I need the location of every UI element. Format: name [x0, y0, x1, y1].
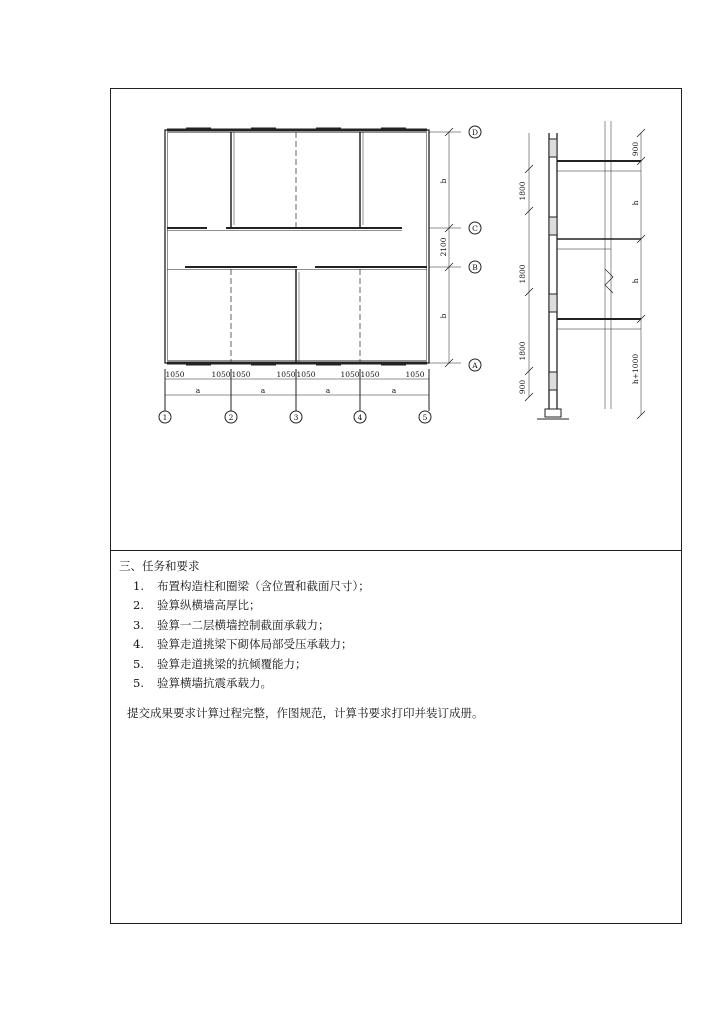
bottom-dim: 1050 — [296, 370, 316, 379]
section-left-dim: 1800 — [518, 181, 527, 201]
list-item — [133, 674, 669, 694]
section-left-dim: 1800 — [518, 341, 527, 361]
list-item — [133, 655, 669, 675]
bottom-dim: 1050 — [276, 370, 296, 379]
requirements-section — [119, 557, 669, 723]
item-text: 验算走道挑梁下砌体局部受压承载力； — [157, 637, 353, 651]
bottom-dim: 1050 — [211, 370, 231, 379]
item-number: 1. — [133, 578, 144, 593]
row-dim: 2100 — [439, 237, 448, 257]
bottom-dim: 1050 — [405, 370, 425, 379]
axis-label-row: D — [471, 128, 479, 137]
axis-label-col: 2 — [228, 413, 234, 422]
axis-label-col: 1 — [162, 413, 168, 422]
bay-label: a — [325, 386, 331, 395]
axis-label-row: B — [472, 263, 478, 272]
bay-label: a — [391, 386, 397, 395]
bay-label: a — [195, 386, 201, 395]
item-number: 2. — [133, 598, 144, 612]
section-right-dim: h+1000 — [631, 353, 640, 385]
bottom-dim: 1050 — [360, 370, 380, 379]
axis-label-col: 4 — [357, 413, 363, 422]
section-divider — [111, 550, 681, 551]
list-item — [133, 577, 669, 597]
axis-label-col: 3 — [293, 413, 299, 422]
list-item — [133, 616, 669, 636]
plan-outline — [165, 130, 429, 363]
item-number: 5. — [133, 656, 144, 671]
requirements-summary: 提交成果要求计算过程完整，作图规范，计算书要求打印并装订成册。 — [127, 705, 484, 720]
item-text: 验算横墙抗震承载力。 — [157, 676, 272, 690]
item-text: 验算走道挑梁的抗倾覆能力； — [157, 656, 307, 671]
list-item — [133, 596, 669, 616]
row-dim: b — [439, 178, 448, 184]
axis-label-col: 5 — [422, 413, 428, 422]
bay-label: a — [260, 386, 266, 395]
section-left-dim: 1800 — [518, 264, 527, 284]
item-number: 3. — [133, 617, 144, 632]
item-text: 布置构造柱和圈梁（含位置和截面尺寸）； — [157, 578, 370, 593]
section-right-dim: h — [631, 278, 640, 284]
item-text: 验算一二层横墙控制截面承载力； — [157, 617, 330, 632]
bottom-dim: 1050 — [231, 370, 251, 379]
item-number: 5. — [133, 676, 144, 690]
bottom-dim: 1050 — [165, 370, 185, 379]
item-text: 验算纵横墙高厚比； — [157, 598, 261, 612]
page-frame — [110, 88, 682, 924]
item-number: 4. — [133, 637, 144, 651]
section-right-dim: 900 — [631, 141, 640, 157]
requirements-list — [119, 577, 669, 694]
axis-label-row: A — [472, 361, 478, 370]
axis-label-row: C — [472, 224, 478, 233]
requirements-title: 三、任务和要求 — [119, 559, 200, 573]
section-left-dim: 900 — [518, 379, 527, 395]
bottom-dim: 1050 — [340, 370, 360, 379]
list-item — [133, 635, 669, 655]
section-right-dim: h — [631, 200, 640, 206]
structure-drawing — [111, 89, 681, 549]
row-dim: b — [439, 313, 448, 319]
